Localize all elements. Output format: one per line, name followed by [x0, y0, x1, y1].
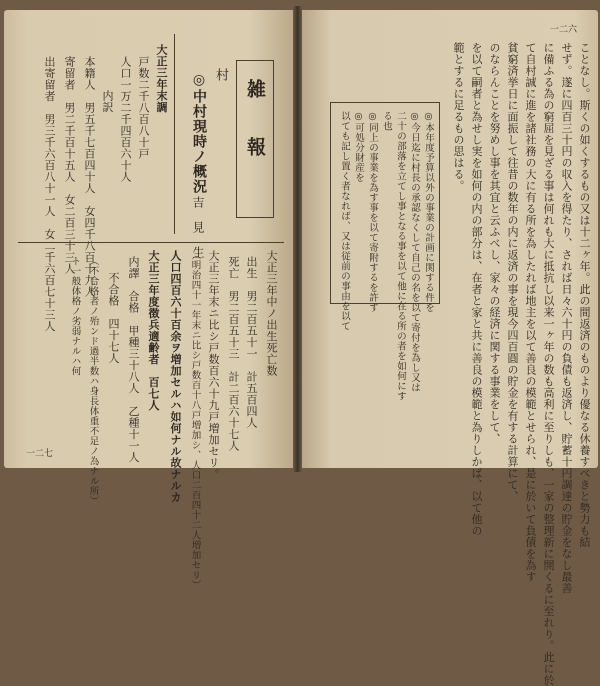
column-rule	[174, 34, 175, 234]
notice-line-2: ◎今日迄に村長の承認なくして自己の名を以て寄付を為し又は	[409, 111, 420, 393]
section-title: 雑 報	[244, 79, 266, 166]
notice-line-1: ◎本年度予算以外の事業の計画に関する件を	[423, 111, 434, 313]
body-line-6: のならんことを努めし事を其宜と云ふべし、家々の経済に関する事業をして、	[488, 42, 501, 445]
page-number-left: 一二七	[26, 449, 54, 459]
births: 出生 男二百五十一 計五百四人	[245, 256, 258, 429]
stats-population: 人口一万二千四百六十人	[119, 56, 132, 183]
body-line-4: て自村誠に進を諸社務の大に有る所を為したれば地主を以て善良の模範とせられ、是に於いて負債を為す	[524, 42, 537, 583]
meiji-comparison: （明治四十一年末ニ比シ戸数百十八戸増加シ、人口二百四十二人増加セリ）	[189, 250, 201, 590]
conscription-note: （不合格者ノ殆ンド過半数ハ身長体重不足ノ為ナル所）	[87, 256, 99, 506]
stats-households: 戸数二千八百八十戸	[137, 56, 150, 160]
notice-line-4: る也	[381, 111, 392, 131]
article-title: ◎中村現時ノ概況	[191, 72, 207, 194]
author-name: 吉 見 生	[191, 196, 205, 259]
notice-line-6: ◎可処分財産を	[353, 111, 364, 183]
notice-line-7: 以ても記し置く者なれば、又は従前の事由を以て	[339, 111, 350, 331]
notice-line-3: 二十の部落を立てし事となる事を以て他に在る所の者を如何にす	[395, 111, 406, 401]
deaths: 死亡 男二百五十三 計二百六十七人	[227, 256, 240, 452]
stats-year: 大正三年末調	[155, 44, 168, 113]
body-line-2: せず。遂に四百三十円の収入を得たり、されば日々六十円の負債も返済し、貯蓄十円調達の貯金をなし最善	[560, 42, 573, 594]
conscription-passed: 内譯 合格 甲種三十八人 乙種十一人	[127, 256, 140, 463]
body-line-1: ことなし。斯くの如くするもの又は十二ヶ年。此の間返済のものより優なる休養すべきと勢力も結	[578, 42, 591, 548]
household-increase: 大正三年末ニ比シ戸数百六十九戸増加セリ。	[207, 250, 220, 480]
population-increase: 人口四百六十百余ヲ増加セルハ如何ナル故ナルカ	[169, 250, 182, 503]
village-label: 村	[213, 68, 228, 82]
stats-breakdown-label: 内訳	[101, 90, 114, 113]
conscription-failed: 不合格 四十七人	[107, 272, 120, 364]
left-page	[4, 10, 293, 590]
conscription-title: 大正三年度徴兵適齢者 百七人	[147, 250, 160, 411]
body-line-7: を以て嗣者と為せし実を如何の内の部分は、在者と家と共に善良の模範と為りしかば、以て他の	[470, 42, 483, 537]
right-page	[302, 10, 598, 686]
stats-sojourners: 寄留者 男二千百十五人 女二百三十三人	[63, 56, 76, 275]
horizontal-rule	[18, 242, 284, 243]
body-line-3: に備ふる為の窮屈を見ざる事は何れも大に抵抗し以来一ヶ年の数も高利に至りしも、一家の整理新に開くるに至れり。此に於	[542, 42, 555, 686]
section-heading-box	[236, 60, 274, 218]
births-deaths-title: 大正三年中ノ出生死亡数	[265, 250, 278, 377]
page-number-right: 一二六	[550, 25, 578, 35]
notice-box	[330, 102, 440, 401]
stats-registered: 本籍人 男五千七百四十人 女四千八百十九人	[83, 56, 96, 298]
notice-line-5: ◎同上の事業を為す事を以て寄附するを許す	[367, 111, 378, 313]
body-line-8: 範とするに足るもの思はる。	[452, 42, 465, 192]
book-gutter	[293, 6, 302, 472]
physique-note: ト一般体格ノ劣弱ナルハ何	[69, 256, 81, 376]
stats-emigrants: 出寄留者 男三千六百八十一人 女二千六百七十三人	[43, 56, 56, 332]
body-line-5: 貧窮済挙日に面振して往昔の数年の内に返済の事を現今四百圓の貯金を有する計算にて、	[506, 42, 519, 502]
